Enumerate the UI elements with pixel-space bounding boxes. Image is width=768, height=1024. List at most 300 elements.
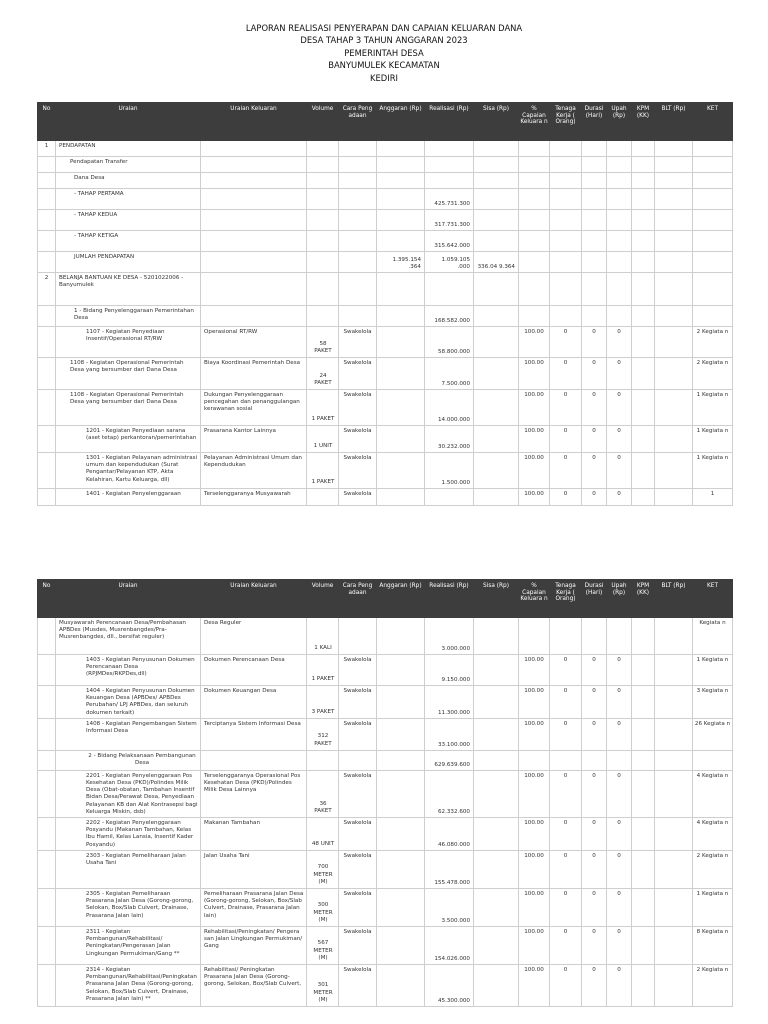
cell-realisasi: [425, 173, 474, 189]
cell-cara-pengadaan: [339, 306, 377, 327]
cell-anggaran: [377, 141, 425, 157]
cell-uraian-keluaran: [201, 306, 307, 327]
cell-capaian: [519, 173, 550, 189]
cell-blt: [655, 426, 693, 453]
cell-cara-pengadaan: Swakelola: [339, 965, 377, 1007]
cell-durasi: 0: [582, 489, 607, 506]
cell-anggaran: [377, 889, 425, 927]
cell-uraian: BELANJA BANTUAN KE DESA - 5201022006 - Banyumulek: [56, 273, 201, 306]
cell-upah: [607, 141, 632, 157]
cell-uraian-keluaran: [201, 210, 307, 231]
cell-durasi: 0: [582, 686, 607, 719]
title-line-4: BANYUMULEK KECAMATAN: [328, 60, 440, 71]
cell-blt: [655, 718, 693, 750]
cell-capaian: [519, 141, 550, 157]
cell-anggaran: [377, 157, 425, 173]
cell-blt: [655, 189, 693, 210]
cell-uraian: Musyawarah Perencanaan Desa/Pembahasan APBDes (Musdes, Musrenbangdes/Pra-Musrenbangdes, dll., bersifat reguler): [56, 618, 201, 655]
cell-realisasi: 1.500.000: [425, 453, 474, 489]
cell-cara-pengadaan: Swakelola: [339, 927, 377, 965]
cell-uraian: 1108 - Kegiatan Operasional Pemerintah Desa yang bersumber dari Dana Desa: [56, 390, 201, 426]
cell-capaian: 100.00: [519, 770, 550, 817]
cell-durasi: [582, 189, 607, 210]
cell-uraian-keluaran: Rehabilitasi/Peningkatan/ Pengera san Jalan Lingkungan Permukiman/ Gang: [201, 927, 307, 965]
cell-kpm: [632, 390, 655, 426]
table-row: [38, 327, 733, 358]
cell-upah: 0: [607, 889, 632, 927]
cell-upah: [607, 252, 632, 273]
cell-capaian: 100.00: [519, 655, 550, 686]
cell-cara-pengadaan: Swakelola: [339, 358, 377, 390]
cell-no: 2: [38, 273, 56, 306]
header-sisa: Sisa (Rp): [474, 580, 519, 618]
cell-durasi: [582, 273, 607, 306]
cell-capaian: 100.00: [519, 390, 550, 426]
cell-anggaran: [377, 655, 425, 686]
cell-kpm: [632, 358, 655, 390]
cell-no: [38, 489, 56, 506]
cell-no: [38, 889, 56, 927]
cell-blt: [655, 252, 693, 273]
cell-tenaga-kerja: 0: [550, 770, 582, 817]
cell-cara-pengadaan: [339, 173, 377, 189]
cell-tenaga-kerja: [550, 252, 582, 273]
header-no: No: [38, 580, 56, 618]
cell-uraian-keluaran: Prasarana Kantor Lainnya: [201, 426, 307, 453]
cell-volume: 567 METER (M): [307, 927, 339, 965]
cell-durasi: 0: [582, 851, 607, 889]
cell-upah: 0: [607, 655, 632, 686]
cell-volume: 36 PAKET: [307, 770, 339, 817]
cell-sisa: 336.04 9.364: [474, 252, 519, 273]
cell-no: [38, 618, 56, 655]
cell-upah: 0: [607, 851, 632, 889]
table-row: [38, 489, 733, 506]
cell-anggaran: [377, 306, 425, 327]
cell-upah: [607, 306, 632, 327]
cell-sisa: [474, 489, 519, 506]
cell-kpm: [632, 273, 655, 306]
cell-durasi: 0: [582, 655, 607, 686]
cell-volume: [307, 750, 339, 770]
header-uraian: Uraian: [56, 580, 201, 618]
header-sisa: Sisa (Rp): [474, 103, 519, 141]
cell-uraian: 1403 - Kegiatan Penyusunan Dokumen Perencanaan Desa (RPJMDes/RKPDes,dll): [56, 655, 201, 686]
cell-cara-pengadaan: [339, 141, 377, 157]
cell-volume: 301 METER (M): [307, 965, 339, 1007]
cell-anggaran: [377, 210, 425, 231]
cell-anggaran: [377, 718, 425, 750]
cell-volume: 1 UNIT: [307, 426, 339, 453]
cell-volume: 1 PAKET: [307, 655, 339, 686]
cell-upah: [607, 210, 632, 231]
cell-no: [38, 173, 56, 189]
cell-tenaga-kerja: 0: [550, 851, 582, 889]
cell-durasi: 0: [582, 770, 607, 817]
cell-no: [38, 750, 56, 770]
cell-volume: [307, 489, 339, 506]
cell-no: [38, 851, 56, 889]
table-row: [38, 818, 733, 851]
header-upah: Upah (Rp): [607, 580, 632, 618]
cell-blt: [655, 770, 693, 817]
cell-cara-pengadaan: [339, 750, 377, 770]
cell-upah: 0: [607, 965, 632, 1007]
cell-no: [38, 358, 56, 390]
cell-tenaga-kerja: 0: [550, 655, 582, 686]
title-line-3: PEMERINTAH DESA: [344, 47, 424, 58]
cell-capaian: [519, 210, 550, 231]
cell-sisa: [474, 390, 519, 426]
header-tenaga-kerja: Tenaga Kerja ( Orang): [550, 580, 582, 618]
cell-anggaran: [377, 770, 425, 817]
cell-realisasi: 7.500.000: [425, 358, 474, 390]
header-tenaga-kerja: Tenaga Kerja ( Orang): [550, 103, 582, 141]
cell-uraian-keluaran: [201, 273, 307, 306]
cell-durasi: [582, 210, 607, 231]
cell-kpm: [632, 252, 655, 273]
cell-kpm: [632, 141, 655, 157]
table-body: [38, 141, 733, 506]
cell-durasi: 0: [582, 453, 607, 489]
header-cara-pengadaan: Cara Peng adaan: [339, 580, 377, 618]
cell-upah: 0: [607, 686, 632, 719]
cell-kpm: [632, 453, 655, 489]
header-ket: KET: [693, 580, 733, 618]
cell-realisasi: 14.000.000: [425, 390, 474, 426]
cell-realisasi: [425, 141, 474, 157]
table-row: [38, 306, 733, 327]
cell-capaian: 100.00: [519, 851, 550, 889]
cell-kpm: [632, 718, 655, 750]
header-capaian: % Capaian Keluara n: [519, 580, 550, 618]
cell-kpm: [632, 770, 655, 817]
table-row: [38, 618, 733, 655]
cell-upah: 0: [607, 770, 632, 817]
cell-volume: [307, 306, 339, 327]
cell-ket: 2 Kegiata n: [693, 965, 733, 1007]
title-line-5: KEDIRI: [370, 72, 398, 83]
cell-tenaga-kerja: 0: [550, 927, 582, 965]
cell-cara-pengadaan: [339, 618, 377, 655]
cell-durasi: 0: [582, 327, 607, 358]
cell-uraian-keluaran: Dukungan Penyelenggaraan pencegahan dan penanggulangan kerawanan sosial: [201, 390, 307, 426]
table-row: [38, 189, 733, 210]
cell-ket: 1: [693, 489, 733, 506]
cell-capaian: [519, 189, 550, 210]
cell-kpm: [632, 489, 655, 506]
cell-sisa: [474, 889, 519, 927]
cell-ket: [693, 189, 733, 210]
header-cara-pengadaan: Cara Peng adaan: [339, 103, 377, 141]
cell-uraian: 2314 - Kegiatan Pembangunan/Rehabilitasi/Peningkatan Prasarana Jalan Desa (Gorong-gorong, Selokan, Box/Slab Culvert, Drainase, Prasarana Jalan lain) **: [56, 965, 201, 1007]
cell-no: [38, 818, 56, 851]
cell-kpm: [632, 818, 655, 851]
cell-durasi: 0: [582, 965, 607, 1007]
cell-kpm: [632, 327, 655, 358]
cell-upah: [607, 173, 632, 189]
cell-blt: [655, 453, 693, 489]
table-row: [38, 157, 733, 173]
cell-sisa: [474, 157, 519, 173]
cell-tenaga-kerja: 0: [550, 686, 582, 719]
cell-capaian: 100.00: [519, 426, 550, 453]
table-row: [38, 141, 733, 157]
cell-no: [38, 189, 56, 210]
cell-cara-pengadaan: Swakelola: [339, 770, 377, 817]
cell-no: [38, 927, 56, 965]
cell-blt: [655, 851, 693, 889]
cell-upah: 0: [607, 358, 632, 390]
table-row: [38, 718, 733, 750]
table-row: [38, 426, 733, 453]
header-realisasi: Realisasi (Rp): [425, 580, 474, 618]
cell-durasi: 0: [582, 889, 607, 927]
table-row: [38, 252, 733, 273]
cell-no: [38, 327, 56, 358]
cell-sisa: [474, 173, 519, 189]
header-blt: BLT (Rp): [655, 103, 693, 141]
header-anggaran: Anggaran (Rp): [377, 103, 425, 141]
cell-anggaran: [377, 273, 425, 306]
cell-uraian-keluaran: Terciptanya Sistem Informasi Desa: [201, 718, 307, 750]
cell-volume: [307, 252, 339, 273]
cell-durasi: [582, 252, 607, 273]
cell-upah: 0: [607, 718, 632, 750]
cell-durasi: [582, 618, 607, 655]
cell-realisasi: 317.731.300: [425, 210, 474, 231]
cell-sisa: [474, 189, 519, 210]
cell-capaian: 100.00: [519, 489, 550, 506]
table-row: [38, 273, 733, 306]
cell-anggaran: [377, 390, 425, 426]
cell-tenaga-kerja: 0: [550, 327, 582, 358]
cell-durasi: 0: [582, 358, 607, 390]
table-row: [38, 231, 733, 252]
cell-tenaga-kerja: 0: [550, 489, 582, 506]
header-realisasi: Realisasi (Rp): [425, 103, 474, 141]
cell-volume: 312 PAKET: [307, 718, 339, 750]
cell-tenaga-kerja: 0: [550, 426, 582, 453]
cell-uraian: 2 - Bidang Pelaksanaan Pembangunan Desa: [56, 750, 201, 770]
title-line-2: DESA TAHAP 3 TAHUN ANGGARAN 2023: [300, 35, 468, 46]
cell-uraian: Dana Desa: [56, 173, 201, 189]
header-kpm: KPM (KK): [632, 103, 655, 141]
cell-upah: 0: [607, 927, 632, 965]
cell-no: [38, 686, 56, 719]
cell-realisasi: 3.000.000: [425, 618, 474, 655]
cell-uraian-keluaran: Dokumen Perencanaan Desa: [201, 655, 307, 686]
cell-capaian: 100.00: [519, 965, 550, 1007]
title-line-1: LAPORAN REALISASI PENYERAPAN DAN CAPAIAN KELUARAN DANA: [245, 23, 523, 33]
cell-upah: 0: [607, 426, 632, 453]
cell-tenaga-kerja: 0: [550, 718, 582, 750]
cell-durasi: [582, 231, 607, 252]
cell-tenaga-kerja: [550, 189, 582, 210]
table-row: [38, 390, 733, 426]
cell-ket: 1 Kegiata n: [693, 390, 733, 426]
cell-uraian: - TAHAP PERTAMA: [56, 189, 201, 210]
header-uraian-keluaran: Uraian Keluaran: [201, 580, 307, 618]
cell-sisa: [474, 141, 519, 157]
table-header-row: [38, 580, 733, 618]
cell-ket: 1 Kegiata n: [693, 655, 733, 686]
cell-no: [38, 390, 56, 426]
cell-tenaga-kerja: [550, 173, 582, 189]
cell-upah: [607, 189, 632, 210]
cell-anggaran: [377, 231, 425, 252]
cell-upah: [607, 231, 632, 252]
cell-uraian-keluaran: Pemeliharaan Prasarana Jalan Desa (Gorong-gorong, Selokan, Box/Slab Culvert, Drainase, Prasarana Jalan lain): [201, 889, 307, 927]
cell-blt: [655, 273, 693, 306]
cell-volume: 300 METER (M): [307, 889, 339, 927]
cell-uraian-keluaran: Terselenggaranya Musyawarah: [201, 489, 307, 506]
cell-realisasi: [425, 489, 474, 506]
cell-capaian: 100.00: [519, 718, 550, 750]
cell-uraian-keluaran: [201, 252, 307, 273]
cell-ket: 3 Kegiata n: [693, 686, 733, 719]
cell-kpm: [632, 686, 655, 719]
cell-blt: [655, 618, 693, 655]
cell-realisasi: 155.478.000: [425, 851, 474, 889]
cell-tenaga-kerja: [550, 141, 582, 157]
cell-uraian: - TAHAP KEDUA: [56, 210, 201, 231]
cell-uraian-keluaran: Pelayanan Administrasi Umum dan Kependudukan: [201, 453, 307, 489]
cell-ket: 26 Kegiata n: [693, 718, 733, 750]
header-no: No: [38, 103, 56, 141]
cell-tenaga-kerja: [550, 210, 582, 231]
cell-uraian: JUMLAH PENDAPATAN: [56, 252, 201, 273]
cell-kpm: [632, 851, 655, 889]
cell-ket: 4 Kegiata n: [693, 770, 733, 817]
cell-capaian: 100.00: [519, 358, 550, 390]
cell-uraian: 1 - Bidang Penyelenggaraan Pemerintahan Desa: [56, 306, 201, 327]
cell-durasi: [582, 157, 607, 173]
cell-cara-pengadaan: Swakelola: [339, 390, 377, 426]
cell-cara-pengadaan: Swakelola: [339, 686, 377, 719]
cell-sisa: [474, 273, 519, 306]
cell-volume: [307, 273, 339, 306]
cell-volume: 1 PAKET: [307, 390, 339, 426]
cell-uraian: - TAHAP KETIGA: [56, 231, 201, 252]
cell-kpm: [632, 618, 655, 655]
cell-no: [38, 453, 56, 489]
cell-anggaran: [377, 358, 425, 390]
header-kpm: KPM (KK): [632, 580, 655, 618]
cell-cara-pengadaan: [339, 157, 377, 173]
cell-anggaran: [377, 173, 425, 189]
cell-capaian: 100.00: [519, 818, 550, 851]
cell-ket: Kegiata n: [693, 618, 733, 655]
cell-uraian: Pendapatan Transfer: [56, 157, 201, 173]
table-header-row: [38, 103, 733, 141]
cell-uraian: 1201 - Kegiatan Penyediaan sarana (aset tetap) perkantoran/pemerintahan: [56, 426, 201, 453]
cell-uraian-keluaran: Makanan Tambahan: [201, 818, 307, 851]
cell-capaian: 100.00: [519, 889, 550, 927]
cell-no: [38, 157, 56, 173]
cell-blt: [655, 210, 693, 231]
cell-blt: [655, 818, 693, 851]
cell-blt: [655, 965, 693, 1007]
cell-uraian: 1404 - Kegiatan Penyusunan Dokumen Keuangan Desa (APBDes/ APBDes Perubahan/ LPJ APBDes, dan seluruh dokumen terkait): [56, 686, 201, 719]
header-uraian-keluaran: Uraian Keluaran: [201, 103, 307, 141]
cell-anggaran: [377, 851, 425, 889]
header-durasi: Durasi (Hari): [582, 103, 607, 141]
cell-uraian: 1301 - Kegiatan Pelayanan administrasi umum dan kependudukan (Surat Pengantar/Pelayanan KTP, Akta Kelahiran, Kartu Keluarga, dll): [56, 453, 201, 489]
cell-realisasi: 315.642.000: [425, 231, 474, 252]
table-row: [38, 927, 733, 965]
cell-anggaran: [377, 489, 425, 506]
cell-ket: [693, 210, 733, 231]
cell-capaian: [519, 750, 550, 770]
cell-anggaran: [377, 327, 425, 358]
cell-kpm: [632, 173, 655, 189]
cell-anggaran: [377, 189, 425, 210]
cell-volume: 1 PAKET: [307, 453, 339, 489]
cell-anggaran: [377, 965, 425, 1007]
cell-cara-pengadaan: [339, 273, 377, 306]
cell-uraian-keluaran: Jalan Usaha Tani: [201, 851, 307, 889]
cell-blt: [655, 750, 693, 770]
cell-cara-pengadaan: [339, 189, 377, 210]
cell-volume: [307, 189, 339, 210]
cell-cara-pengadaan: Swakelola: [339, 818, 377, 851]
cell-uraian-keluaran: [201, 173, 307, 189]
header-ket: KET: [693, 103, 733, 141]
cell-tenaga-kerja: 0: [550, 965, 582, 1007]
cell-capaian: [519, 618, 550, 655]
cell-capaian: [519, 157, 550, 173]
table-row: [38, 686, 733, 719]
cell-kpm: [632, 306, 655, 327]
cell-upah: 0: [607, 818, 632, 851]
cell-capaian: [519, 273, 550, 306]
table-row: [38, 750, 733, 770]
cell-uraian: PENDAPATAN: [56, 141, 201, 157]
cell-uraian-keluaran: Operasional RT/RW: [201, 327, 307, 358]
header-volume: Volume: [307, 103, 339, 141]
cell-durasi: [582, 750, 607, 770]
cell-blt: [655, 489, 693, 506]
cell-cara-pengadaan: [339, 231, 377, 252]
cell-tenaga-kerja: 0: [550, 889, 582, 927]
cell-volume: [307, 210, 339, 231]
cell-capaian: [519, 231, 550, 252]
cell-no: [38, 306, 56, 327]
cell-cara-pengadaan: Swakelola: [339, 489, 377, 506]
cell-cara-pengadaan: Swakelola: [339, 655, 377, 686]
cell-upah: 0: [607, 390, 632, 426]
cell-cara-pengadaan: Swakelola: [339, 851, 377, 889]
cell-ket: [693, 273, 733, 306]
cell-kpm: [632, 655, 655, 686]
cell-tenaga-kerja: 0: [550, 818, 582, 851]
cell-realisasi: 58.800.000: [425, 327, 474, 358]
cell-realisasi: [425, 273, 474, 306]
cell-kpm: [632, 750, 655, 770]
cell-blt: [655, 173, 693, 189]
cell-no: [38, 770, 56, 817]
cell-sisa: [474, 718, 519, 750]
cell-capaian: [519, 252, 550, 273]
cell-cara-pengadaan: Swakelola: [339, 889, 377, 927]
cell-sisa: [474, 750, 519, 770]
cell-realisasi: 11.300.000: [425, 686, 474, 719]
cell-sisa: [474, 231, 519, 252]
cell-volume: 24 PAKET: [307, 358, 339, 390]
cell-sisa: [474, 770, 519, 817]
cell-upah: 0: [607, 327, 632, 358]
